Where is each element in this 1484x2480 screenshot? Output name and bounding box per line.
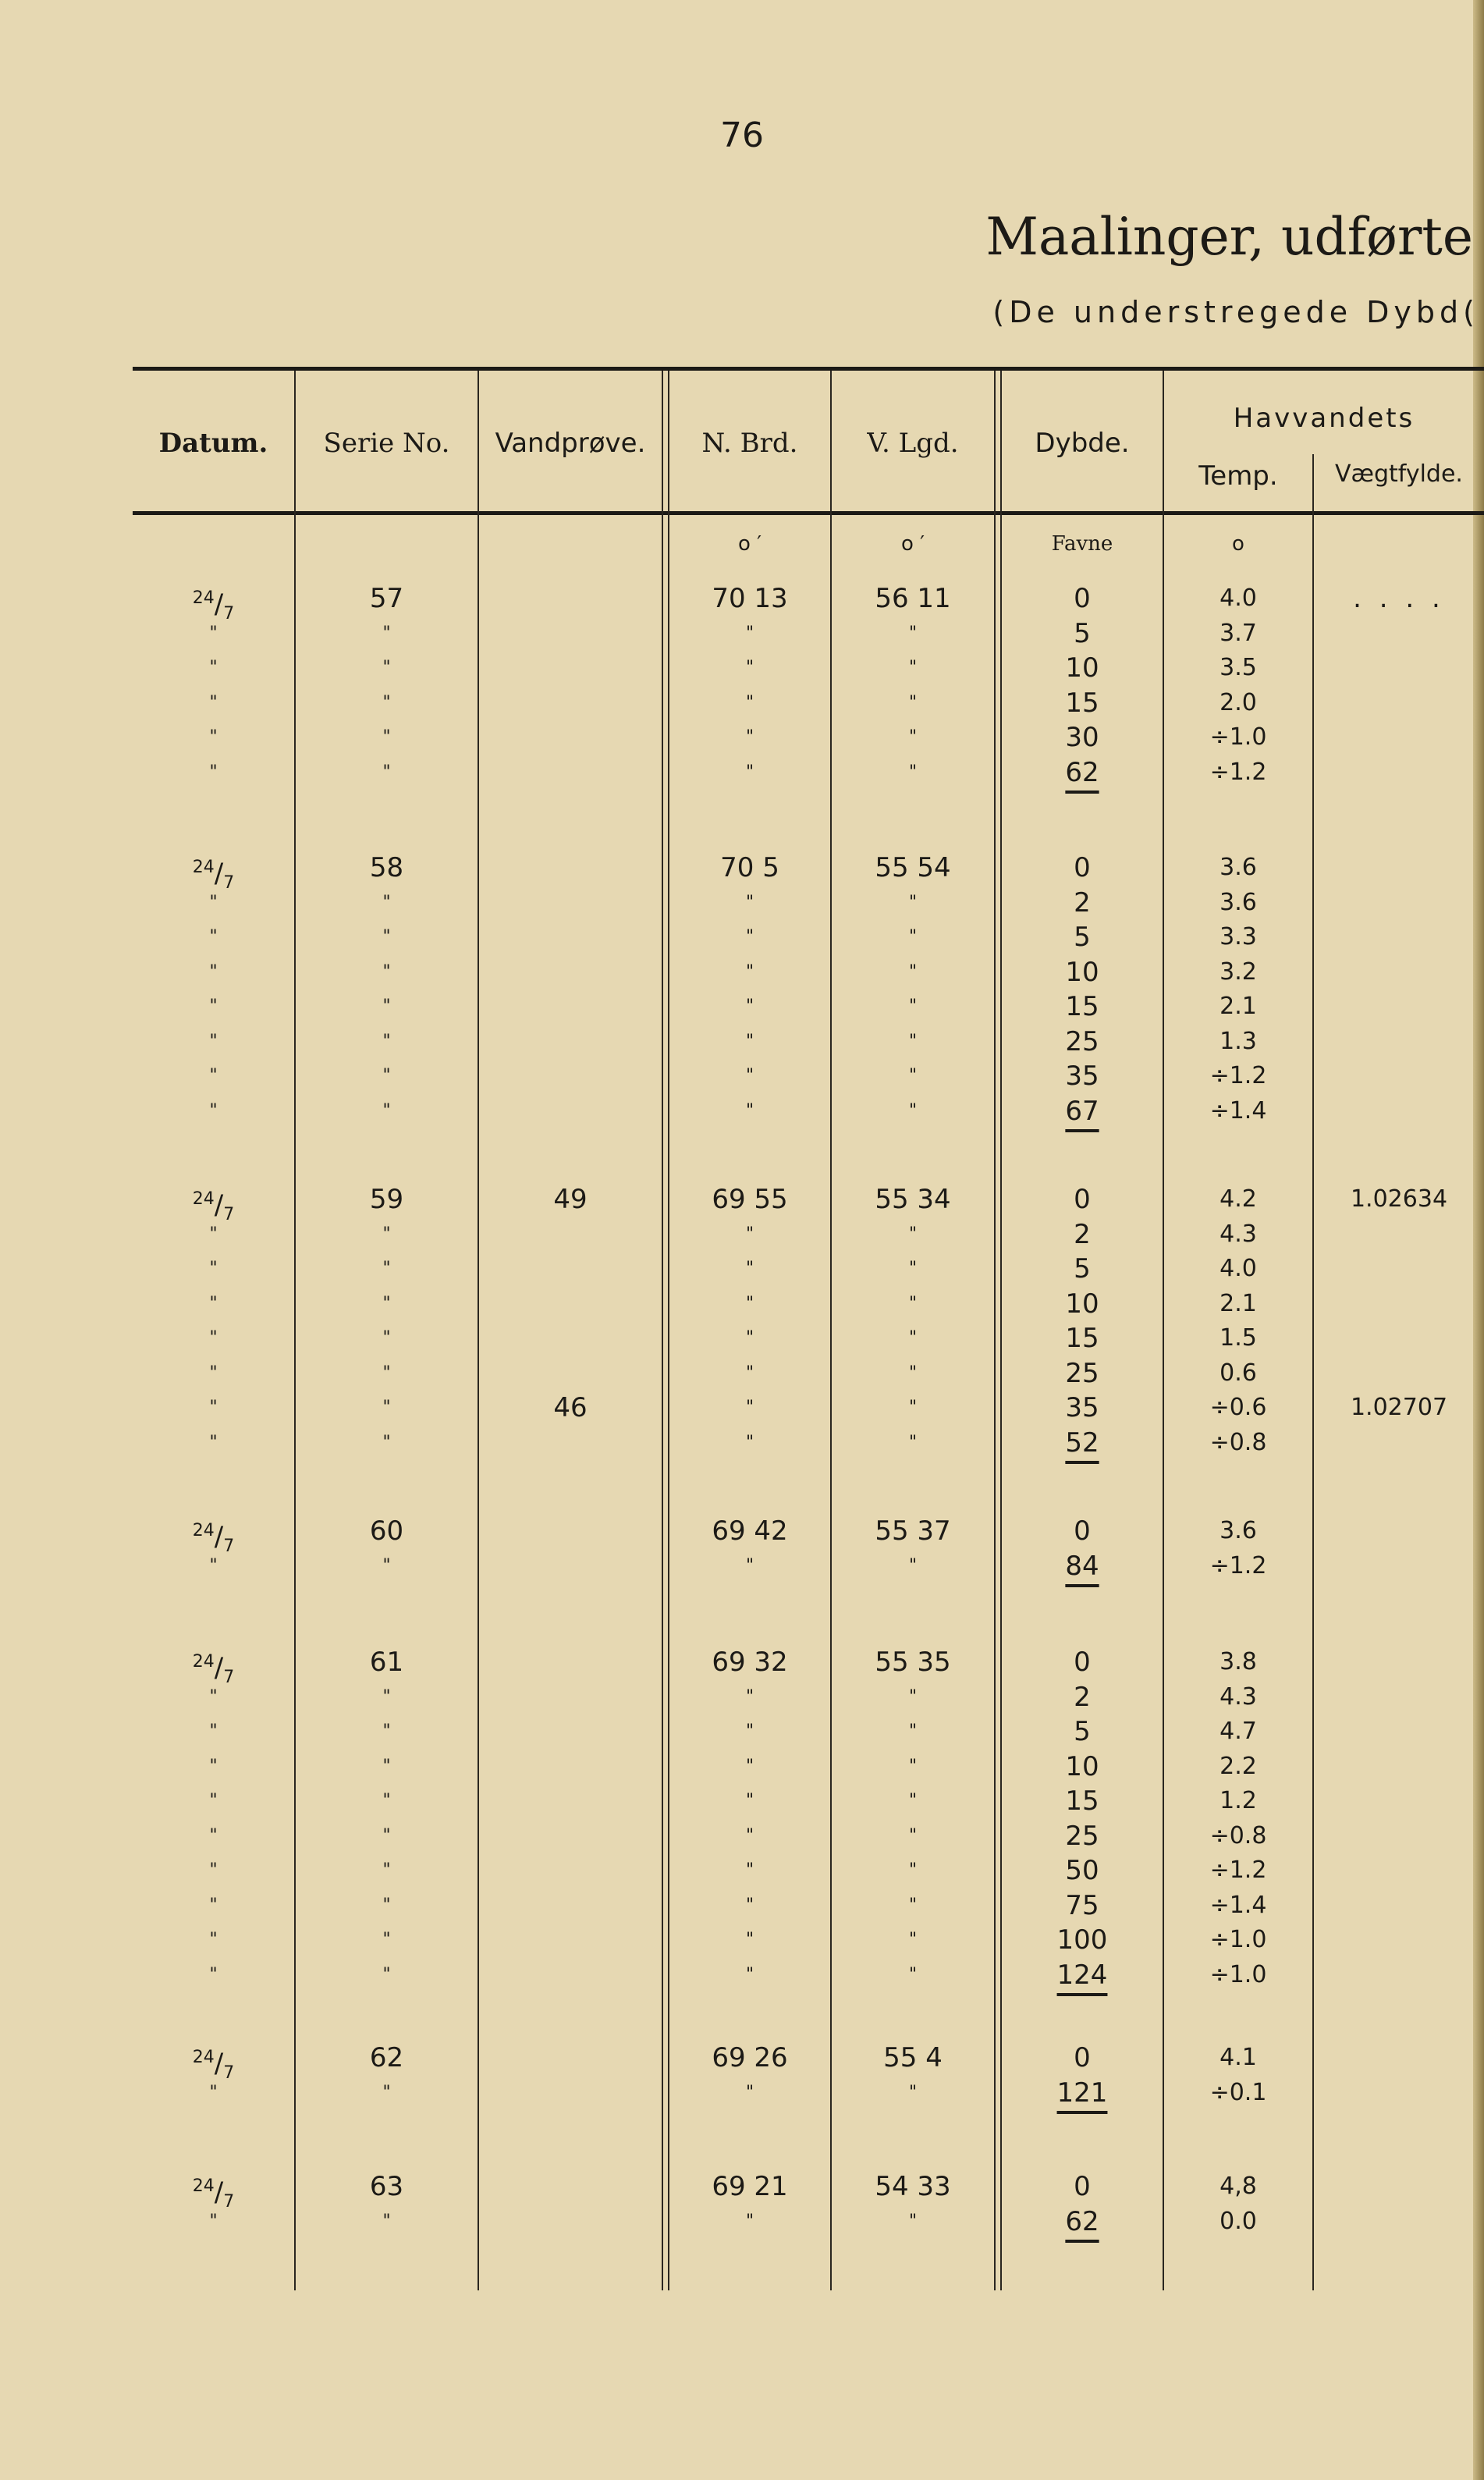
depth-cell: 5 <box>1074 618 1091 649</box>
depth-cell: 2 <box>1074 1219 1091 1250</box>
vlgd-cell: " <box>908 1066 918 1085</box>
unit-temp: o <box>1232 532 1244 556</box>
temp-cell: 4.3 <box>1220 1683 1257 1711</box>
depth-cell: 84 <box>1065 1551 1099 1582</box>
date-cell <box>133 851 294 894</box>
serie-cell: " <box>382 1066 391 1085</box>
date-cell: " <box>209 1930 218 1949</box>
date-cell: " <box>209 1791 218 1810</box>
date-cell <box>133 1514 294 1557</box>
vlgd-cell: " <box>908 693 918 712</box>
depth-cell: 121 <box>1056 2077 1108 2109</box>
temp-cell: 0.6 <box>1220 1359 1257 1387</box>
serie-cell: 59 <box>369 1184 404 1215</box>
nbrd-cell: " <box>745 1791 754 1810</box>
nbrd-cell: " <box>745 693 754 712</box>
depth-cell: 62 <box>1065 757 1099 788</box>
vlgd-cell: " <box>908 893 918 912</box>
table-top-rule <box>133 367 1484 371</box>
date-cell: " <box>209 1398 218 1417</box>
nbrd-cell: " <box>745 1259 754 1278</box>
vandprove-cell: 46 <box>553 1392 588 1423</box>
nbrd-cell: " <box>745 1896 754 1915</box>
serie-cell: " <box>382 1791 391 1810</box>
date-cell <box>133 581 294 624</box>
temp-cell: 3.6 <box>1220 889 1257 916</box>
temp-cell: 1.5 <box>1220 1324 1257 1352</box>
nbrd-cell: " <box>745 658 754 677</box>
temp-cell: ÷1.4 <box>1209 1892 1267 1919</box>
temp-cell: 1.2 <box>1220 1787 1257 1814</box>
depth-cell: 0 <box>1074 852 1091 883</box>
date-cell: " <box>209 2083 218 2102</box>
temp-cell: 4.2 <box>1220 1185 1257 1213</box>
depth-cell: 10 <box>1065 1288 1099 1320</box>
vlgd-cell: " <box>908 1860 918 1880</box>
temp-cell: 4,8 <box>1220 2173 1257 2200</box>
serie-cell: " <box>382 2083 391 2102</box>
nbrd-cell: " <box>745 927 754 947</box>
temp-cell: 3.3 <box>1220 923 1257 950</box>
vlgd-cell: 54 33 <box>875 2171 951 2202</box>
temp-cell: 3.2 <box>1220 958 1257 986</box>
serie-cell: " <box>382 997 391 1016</box>
vlgd-cell: " <box>908 1398 918 1417</box>
header-serie: Serie No. <box>323 428 450 459</box>
date-month: 7 <box>223 2192 235 2212</box>
temp-cell: 3.7 <box>1220 620 1257 647</box>
nbrd-cell: " <box>745 1757 754 1776</box>
date-slash: / <box>214 1521 224 1553</box>
vlgd-cell: " <box>908 762 918 782</box>
serie-cell: " <box>382 1826 391 1846</box>
temp-cell: ÷1.0 <box>1209 1961 1267 1988</box>
date-cell: " <box>209 1965 218 1984</box>
serie-cell: 60 <box>369 1515 404 1547</box>
date-cell: " <box>209 1433 218 1452</box>
vlgd-cell: " <box>908 1294 918 1313</box>
date-cell: " <box>209 727 218 747</box>
header-temp: Temp. <box>1198 460 1278 492</box>
serie-cell: " <box>382 1294 391 1313</box>
temp-cell: 4.3 <box>1220 1220 1257 1248</box>
unit-nbrd: o ′ <box>737 532 762 556</box>
vlgd-cell: " <box>908 1687 918 1707</box>
date-cell: " <box>209 1101 218 1121</box>
nbrd-cell: " <box>745 1721 754 1741</box>
nbrd-cell: 70 5 <box>720 852 779 883</box>
serie-cell: " <box>382 1398 391 1417</box>
depth-cell: 52 <box>1065 1427 1099 1459</box>
date-cell: " <box>209 1259 218 1278</box>
date-cell: " <box>209 927 218 947</box>
depth-cell: 0 <box>1074 2171 1091 2202</box>
temp-cell: ÷1.0 <box>1209 1926 1267 1953</box>
nbrd-cell: " <box>745 2212 754 2231</box>
vlgd-cell: " <box>908 1363 918 1383</box>
temp-cell: 4.0 <box>1220 1255 1257 1282</box>
nbrd-cell: " <box>745 1687 754 1707</box>
serie-cell: " <box>382 1433 391 1452</box>
date-cell: " <box>209 1721 218 1741</box>
vlgd-cell: 55 54 <box>875 852 951 883</box>
nbrd-cell: " <box>745 1363 754 1383</box>
depth-cell: 0 <box>1074 2042 1091 2073</box>
nbrd-cell: " <box>745 624 754 643</box>
serie-cell: " <box>382 1757 391 1776</box>
depth-cell: 5 <box>1074 922 1091 953</box>
nbrd-cell: " <box>745 1826 754 1846</box>
nbrd-cell: " <box>745 962 754 982</box>
serie-cell: " <box>382 1965 391 1984</box>
depth-cell: 15 <box>1065 991 1099 1022</box>
serie-cell: " <box>382 1259 391 1278</box>
date-cell: " <box>209 1687 218 1707</box>
serie-cell: 58 <box>369 852 404 883</box>
depth-cell: 62 <box>1065 2206 1099 2237</box>
depth-cell: 35 <box>1065 1392 1099 1423</box>
depth-cell: 2 <box>1074 887 1091 918</box>
temp-cell: 2.0 <box>1220 689 1257 716</box>
serie-cell: " <box>382 2212 391 2231</box>
vlgd-cell: " <box>908 1791 918 1810</box>
header-vaegtfylde: Vægtfylde. <box>1335 460 1463 488</box>
vlgd-cell: " <box>908 1556 918 1576</box>
temp-cell: ÷0.8 <box>1209 1429 1267 1456</box>
date-cell <box>133 1182 294 1225</box>
temp-cell: ÷1.2 <box>1209 1552 1267 1579</box>
header-dybde: Dybde. <box>1035 428 1130 459</box>
serie-cell: 63 <box>369 2171 404 2202</box>
depth-cell: 100 <box>1056 1924 1108 1956</box>
date-month: 7 <box>223 1205 235 1225</box>
page-number: 76 <box>720 115 764 155</box>
temp-cell: 3.8 <box>1220 1648 1257 1675</box>
nbrd-cell: " <box>745 1101 754 1121</box>
depth-cell: 10 <box>1065 957 1099 988</box>
temp-cell: ÷1.4 <box>1209 1097 1267 1125</box>
serie-cell: " <box>382 1328 391 1348</box>
date-slash: / <box>214 588 224 620</box>
vlgd-cell: " <box>908 2083 918 2102</box>
depth-cell: 15 <box>1065 1785 1099 1817</box>
serie-cell: " <box>382 1687 391 1707</box>
vlgd-cell: 56 11 <box>875 583 951 614</box>
depth-cell: 0 <box>1074 1184 1091 1215</box>
nbrd-cell: 69 21 <box>712 2171 788 2202</box>
date-cell: " <box>209 893 218 912</box>
serie-cell: " <box>382 1721 391 1741</box>
serie-cell: " <box>382 624 391 643</box>
date-cell: " <box>209 1860 218 1880</box>
nbrd-cell: " <box>745 727 754 747</box>
vlgd-cell: 55 37 <box>875 1515 951 1547</box>
date-cell: " <box>209 1363 218 1383</box>
nbrd-cell: " <box>745 1965 754 1984</box>
nbrd-cell: " <box>745 997 754 1016</box>
date-cell: " <box>209 1896 218 1915</box>
vaegtfylde-cell: 1.02634 <box>1350 1185 1448 1213</box>
date-slash: / <box>214 1189 224 1221</box>
table-header-rule <box>133 511 1484 515</box>
temp-cell: ÷1.2 <box>1209 1062 1267 1089</box>
serie-cell: " <box>382 727 391 747</box>
depth-cell: 2 <box>1074 1682 1091 1713</box>
serie-cell: " <box>382 1860 391 1880</box>
date-month: 7 <box>223 2063 235 2084</box>
temp-cell: 4.1 <box>1220 2044 1257 2071</box>
nbrd-cell: 69 26 <box>712 2042 788 2073</box>
date-day: 24 <box>192 588 215 608</box>
column-divider <box>994 371 996 2290</box>
serie-cell: " <box>382 1101 391 1121</box>
unit-vlgd: o ′ <box>900 532 925 556</box>
header-vlgd: V. Lgd. <box>867 428 959 459</box>
date-cell: " <box>209 1294 218 1313</box>
date-slash: / <box>214 2048 224 2080</box>
header-havvandets: Havvandets <box>1233 403 1415 434</box>
depth-cell: 15 <box>1065 688 1099 719</box>
date-slash: / <box>214 1652 224 1684</box>
depth-cell: 5 <box>1074 1716 1091 1747</box>
vlgd-cell: " <box>908 1930 918 1949</box>
vlgd-cell: " <box>908 1101 918 1121</box>
nbrd-cell: " <box>745 1433 754 1452</box>
page-title: Maalinger, udførte <box>985 207 1473 267</box>
serie-cell: 61 <box>369 1647 404 1678</box>
vlgd-cell: 55 4 <box>883 2042 943 2073</box>
depth-cell: 124 <box>1056 1959 1108 1991</box>
serie-cell: " <box>382 693 391 712</box>
vlgd-cell: " <box>908 1328 918 1348</box>
serie-cell: " <box>382 927 391 947</box>
depth-cell: 30 <box>1065 722 1099 753</box>
date-cell: " <box>209 658 218 677</box>
serie-cell: " <box>382 1930 391 1949</box>
date-day: 24 <box>192 1652 215 1672</box>
nbrd-cell: " <box>745 2083 754 2102</box>
nbrd-cell: " <box>745 1294 754 1313</box>
serie-cell: 57 <box>369 583 404 614</box>
date-cell: " <box>209 762 218 782</box>
header-vandprove: Vandprøve. <box>495 428 646 459</box>
depth-cell: 25 <box>1065 1358 1099 1389</box>
serie-cell: " <box>382 1363 391 1383</box>
temp-cell: 2.1 <box>1220 993 1257 1020</box>
serie-cell: " <box>382 658 391 677</box>
nbrd-cell: " <box>745 1398 754 1417</box>
nbrd-cell: " <box>745 1032 754 1051</box>
date-cell: " <box>209 1032 218 1051</box>
date-slash: / <box>214 2176 224 2208</box>
vlgd-cell: " <box>908 1757 918 1776</box>
nbrd-cell: " <box>745 762 754 782</box>
temp-cell: ÷1.2 <box>1209 1856 1267 1884</box>
temp-cell: 4.0 <box>1220 584 1257 612</box>
vlgd-cell: " <box>908 1721 918 1741</box>
temp-cell: 3.6 <box>1220 854 1257 881</box>
nbrd-cell: " <box>745 1224 754 1244</box>
depth-cell: 67 <box>1065 1096 1099 1127</box>
serie-cell: " <box>382 762 391 782</box>
vlgd-cell: 55 35 <box>875 1647 951 1678</box>
nbrd-cell: " <box>745 1066 754 1085</box>
column-divider <box>662 371 663 2290</box>
serie-cell: 62 <box>369 2042 404 2073</box>
date-cell: " <box>209 624 218 643</box>
vlgd-cell: " <box>908 1032 918 1051</box>
date-cell: " <box>209 693 218 712</box>
header-nbrd: N. Brd. <box>701 428 798 459</box>
vlgd-cell: " <box>908 1965 918 1984</box>
date-cell <box>133 2169 294 2212</box>
temp-cell: ÷0.6 <box>1209 1394 1267 1421</box>
temp-cell: ÷1.0 <box>1209 723 1267 751</box>
vaegtfylde-cell: . . . . <box>1353 583 1445 614</box>
depth-cell: 50 <box>1065 1855 1099 1886</box>
page-subtitle: (De understregede Dybd( <box>992 295 1479 329</box>
date-day: 24 <box>192 1521 215 1540</box>
vandprove-cell: 49 <box>553 1184 588 1215</box>
date-cell <box>133 2041 294 2084</box>
serie-cell: " <box>382 962 391 982</box>
temp-cell: 2.1 <box>1220 1290 1257 1317</box>
date-cell: " <box>209 1224 218 1244</box>
vlgd-cell: " <box>908 658 918 677</box>
column-divider <box>1312 454 1314 2290</box>
depth-cell: 0 <box>1074 583 1091 614</box>
date-month: 7 <box>223 604 235 624</box>
temp-cell: 3.6 <box>1220 1517 1257 1544</box>
vlgd-cell: " <box>908 1259 918 1278</box>
serie-cell: " <box>382 893 391 912</box>
temp-cell: 2.2 <box>1220 1753 1257 1780</box>
temp-cell: ÷1.2 <box>1209 759 1267 786</box>
nbrd-cell: " <box>745 893 754 912</box>
date-month: 7 <box>223 1537 235 1557</box>
date-month: 7 <box>223 873 235 894</box>
vlgd-cell: " <box>908 1896 918 1915</box>
nbrd-cell: " <box>745 1860 754 1880</box>
page-edge <box>1473 0 1484 2480</box>
depth-cell: 15 <box>1065 1323 1099 1354</box>
depth-cell: 0 <box>1074 1647 1091 1678</box>
serie-cell: " <box>382 1556 391 1576</box>
temp-cell: 4.7 <box>1220 1718 1257 1745</box>
vlgd-cell: " <box>908 997 918 1016</box>
date-slash: / <box>214 858 224 890</box>
header-datum: Datum. <box>158 428 268 459</box>
date-cell: " <box>209 2212 218 2231</box>
vlgd-cell: " <box>908 727 918 747</box>
temp-cell: 0.0 <box>1220 2208 1257 2235</box>
nbrd-cell: 69 32 <box>712 1647 788 1678</box>
depth-cell: 10 <box>1065 1751 1099 1782</box>
nbrd-cell: 69 55 <box>712 1184 788 1215</box>
date-cell: " <box>209 997 218 1016</box>
date-cell <box>133 1645 294 1688</box>
date-cell: " <box>209 1066 218 1085</box>
date-cell: " <box>209 962 218 982</box>
nbrd-cell: 70 13 <box>712 583 788 614</box>
vlgd-cell: " <box>908 962 918 982</box>
nbrd-cell: " <box>745 1328 754 1348</box>
date-cell: " <box>209 1757 218 1776</box>
date-day: 24 <box>192 858 215 877</box>
vaegtfylde-cell: 1.02707 <box>1350 1394 1448 1421</box>
serie-cell: " <box>382 1224 391 1244</box>
vlgd-cell: " <box>908 1224 918 1244</box>
unit-dybde: Favne <box>1051 532 1113 556</box>
vlgd-cell: " <box>908 1826 918 1846</box>
date-cell: " <box>209 1826 218 1846</box>
date-day: 24 <box>192 2048 215 2067</box>
vlgd-cell: " <box>908 624 918 643</box>
depth-cell: 10 <box>1065 652 1099 684</box>
date-day: 24 <box>192 1189 215 1209</box>
column-divider <box>478 371 479 2290</box>
temp-cell: 3.5 <box>1220 654 1257 681</box>
temp-cell: 1.3 <box>1220 1028 1257 1055</box>
temp-cell: ÷0.1 <box>1209 2079 1267 2106</box>
depth-cell: 35 <box>1065 1061 1099 1092</box>
date-cell: " <box>209 1556 218 1576</box>
vlgd-cell: 55 34 <box>875 1184 951 1215</box>
vlgd-cell: " <box>908 1433 918 1452</box>
date-month: 7 <box>223 1668 235 1688</box>
depth-cell: 0 <box>1074 1515 1091 1547</box>
serie-cell: " <box>382 1032 391 1051</box>
date-cell: " <box>209 1328 218 1348</box>
serie-cell: " <box>382 1896 391 1915</box>
vlgd-cell: " <box>908 2212 918 2231</box>
nbrd-cell: 69 42 <box>712 1515 788 1547</box>
depth-cell: 25 <box>1065 1821 1099 1852</box>
depth-cell: 5 <box>1074 1253 1091 1284</box>
temp-cell: ÷0.8 <box>1209 1822 1267 1849</box>
vlgd-cell: " <box>908 927 918 947</box>
depth-cell: 75 <box>1065 1890 1099 1921</box>
date-day: 24 <box>192 2176 215 2196</box>
nbrd-cell: " <box>745 1930 754 1949</box>
nbrd-cell: " <box>745 1556 754 1576</box>
depth-cell: 25 <box>1065 1026 1099 1057</box>
